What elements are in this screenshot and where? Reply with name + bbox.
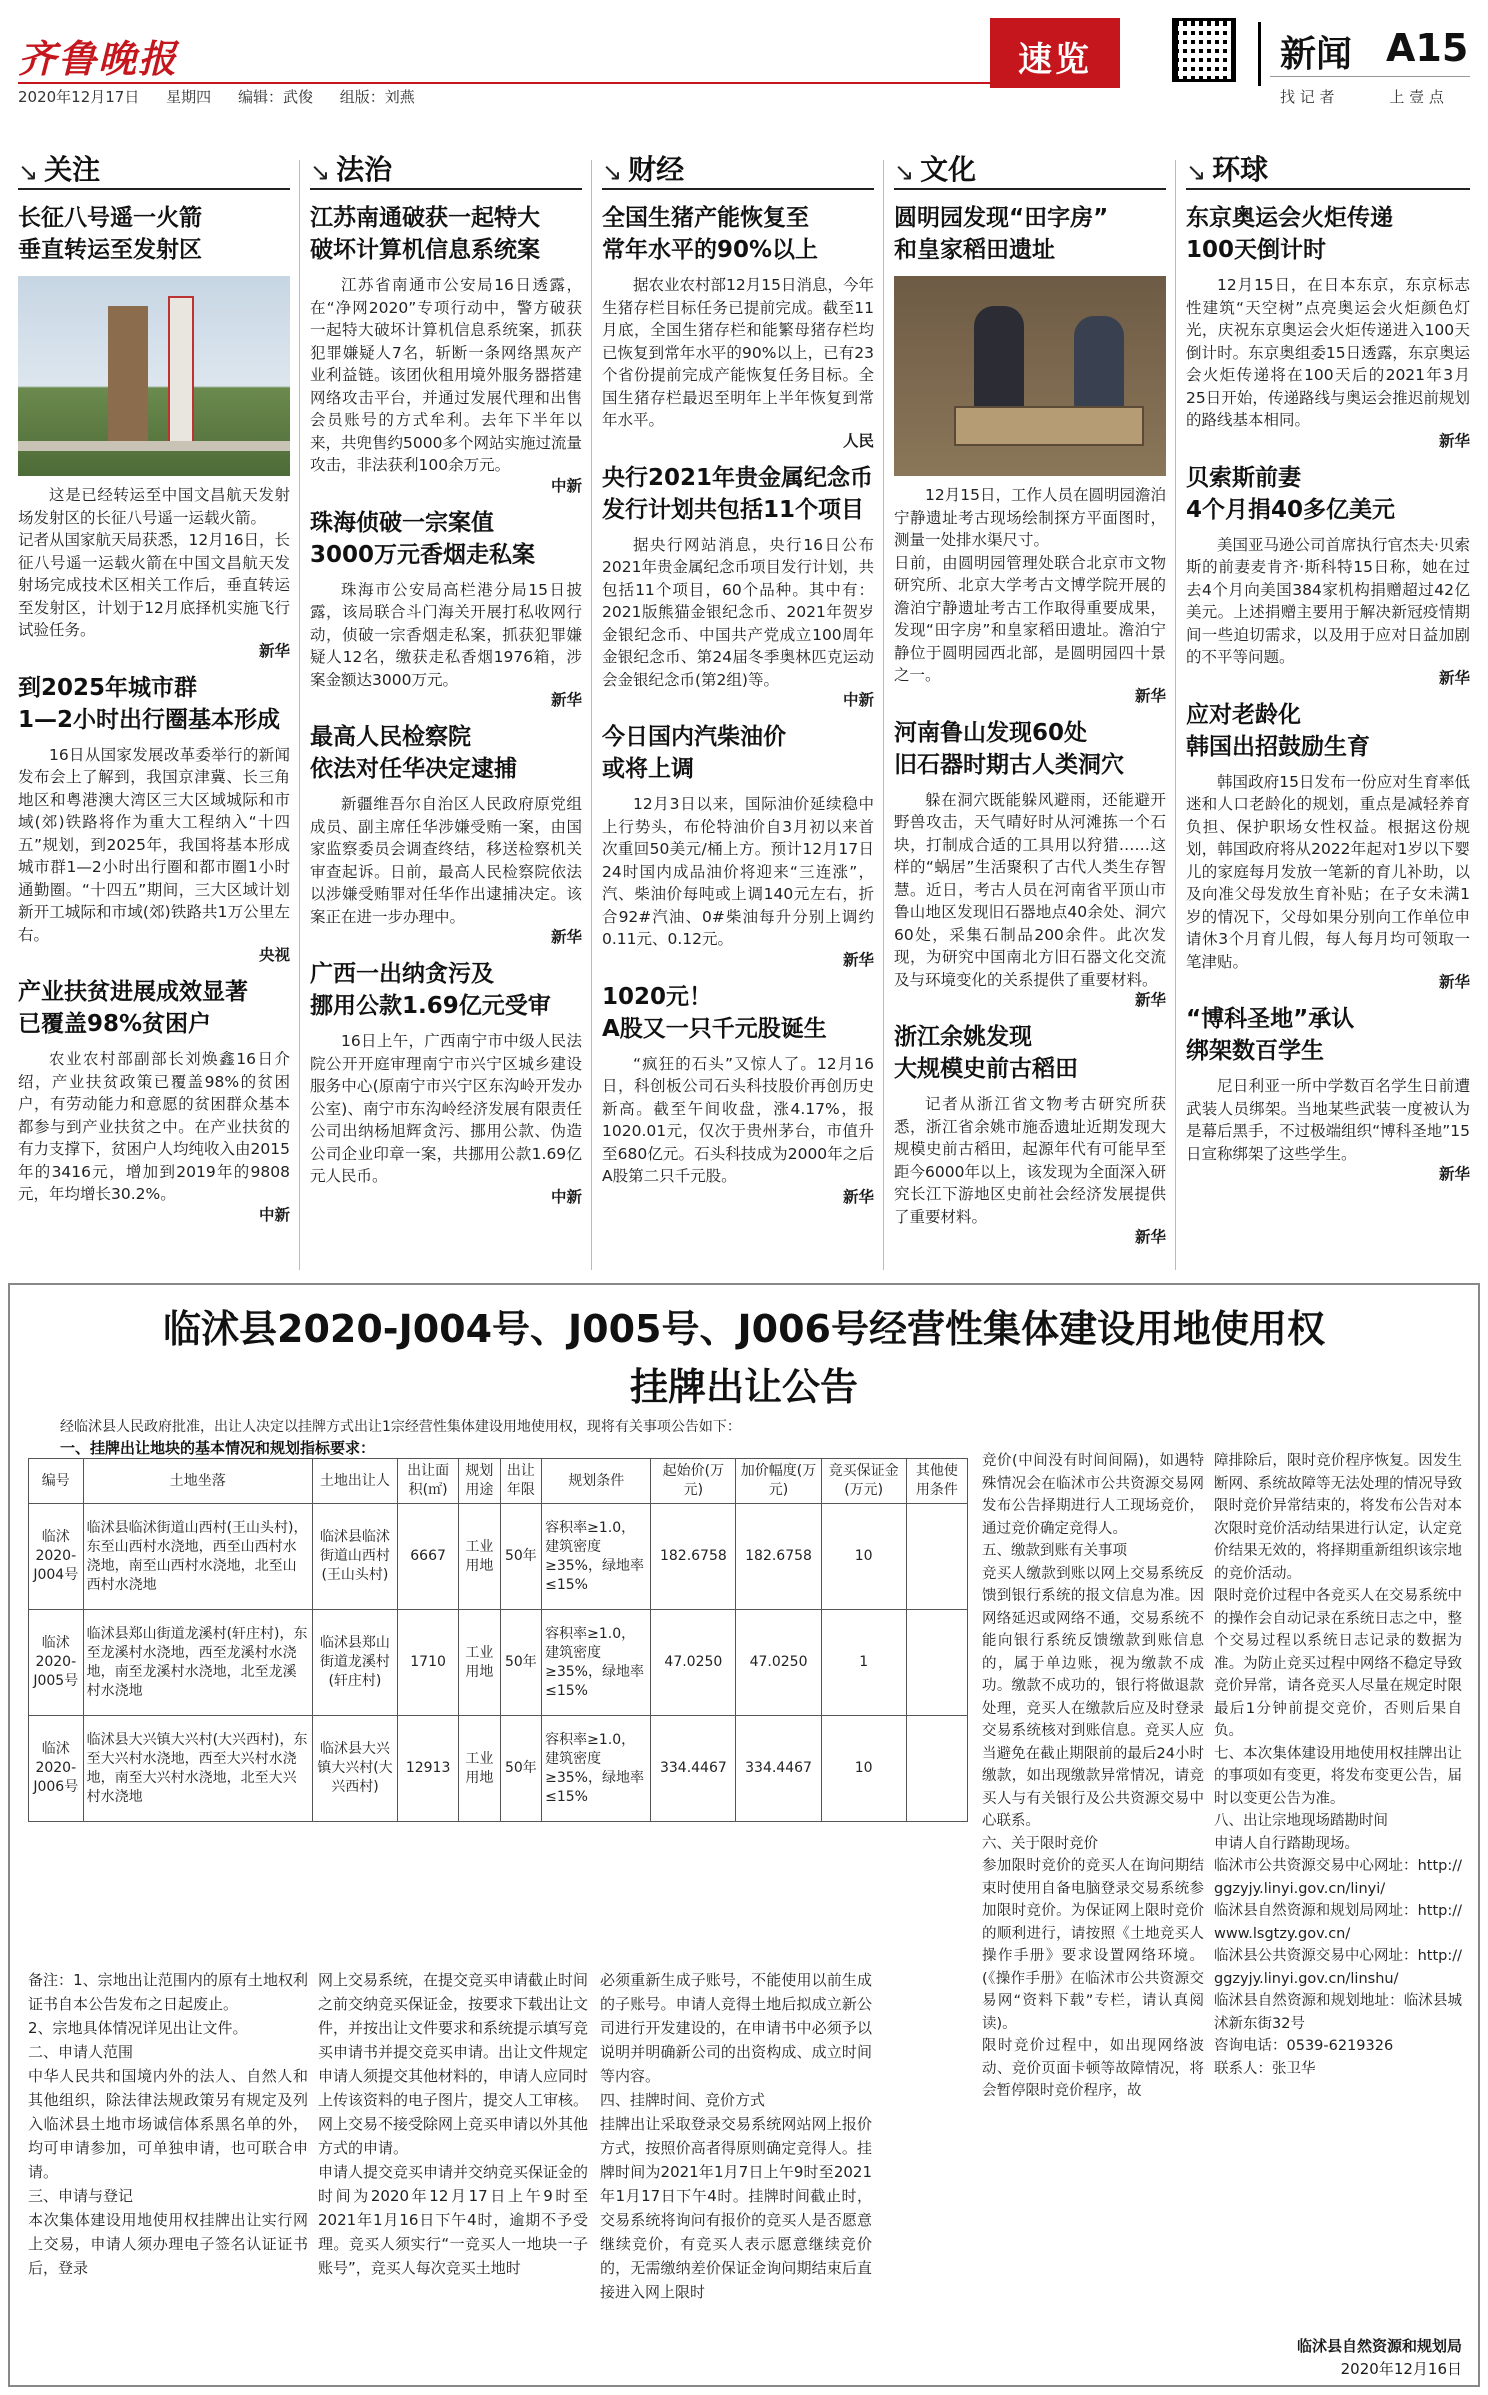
article-title: 珠海侦破一宗案值 3000万元香烟走私案 — [310, 509, 536, 568]
newspaper-logo: 齐鲁晚报 — [18, 36, 179, 81]
arrow-icon: ↘ — [1186, 158, 1207, 186]
table-header: 土地坐落 — [83, 1459, 312, 1504]
article-body: 美国亚马逊公司首席执行官杰夫·贝索斯的前妻麦肯齐·斯科特15日称，她在过去4个月向美国384家机构捐赠超过42亿美元。上述捐赠主要用于解决新冠疫情期间一些迫切需求，以及用于应对日益加剧的不平等问题。 — [1186, 535, 1470, 666]
masthead — [0, 0, 1488, 150]
article-source: 中新 — [258, 1205, 290, 1224]
article-source: 中新 — [842, 691, 874, 709]
notice-text-col-c: 必须重新生成子账号，不能使用以前生成的子账号。申请人竞得土地后拟成立新公司进行开发建设的，在申请书中必须予以说明并明确新公司的出资构成、成立时间等内容。 四、挂牌时间、竞价方式 挂牌出让采取登录交易系统网站网上报价方式，按照价高者得原则确定竞得人。挂牌时间为2021年1月7日上午9时至2021年1月17日下午4时。挂牌时间截止时，交易系统将询问有报价的竞买人是否愿意继续竞价，有竞买人表示愿意继续竞价的，无需缴纳差价保证金询问期结束后直接进入网上限时 — [600, 1971, 872, 2301]
article-body: 12月3日以来，国际油价延续稳中上行势头，布伦特油价自3月初以来首次重回50美元/桶上方。预计12月17日24时国内成品油价将迎来“三连涨”，汽、柴油价每吨或上调140元左右，折合92#汽油、0#柴油每升分别上调约0.11元、0.12元。 — [602, 795, 874, 948]
article-source: 新华 — [550, 928, 582, 946]
column-caijing — [602, 150, 874, 1278]
excavation-photo — [894, 276, 1166, 476]
article-title: 今日国内汽柴油价 或将上调 — [602, 724, 786, 782]
page-number: A15 — [1386, 26, 1469, 70]
section-badge: 速览 — [990, 24, 1120, 88]
article-source: 新华 — [842, 950, 874, 969]
land-table — [28, 1458, 968, 1822]
article-title: 江苏南通破获一起特大 破坏计算机信息系统案 — [310, 205, 540, 263]
table-header: 编号 — [29, 1459, 84, 1504]
issue-editor: 编辑：武俊 — [237, 88, 313, 106]
article-source: 新华 — [842, 1187, 874, 1206]
column-guanzhu — [18, 150, 290, 1278]
notice-text-col-e: 障排除后，限时竞价程序恢复。因发生断网、系统故障等无法处理的情况导致限时竞价异常结束的，将发布公告对本次限时竞价活动结果进行认定，认定竞价结果无效的，将择期重新组织该宗地的竞价活动。 限时竞价过程中各竞买人在交易系统中的操作会自动记录在系统日志之中，整个交易过程以系统日志记录的数据为准。为防止竞买过程中网络不稳定导致竞价异常，请各竞买人尽量在规定时限最后1分钟前提交竞价，否则后果自负。 七、本次集体建设用地使用权挂牌出让的事项如有变更，将发布变更公告，届时以变更公告为准。 八、出让宗地现场踏勘时间 申请人自行踏勘现场。 临沭市公共资源交易中心网址：http://ggzyjy.linyi.gov.cn/linyi/ 临沭县自然资源和规划局网址：http://www.lsgtzy.gov.cn/ 临沭县公共资源交易中心网址：http://ggzyjy.linyi.gov.cn/linshu/ 临沭县自然资源和规划地址：临沭县城沭新东街32号 咨询电话：0539-6219326 联系人：张卫华 — [1214, 1453, 1462, 2077]
article-source: 新华 — [1134, 991, 1166, 1009]
section-rule — [1270, 76, 1470, 77]
table-header-row — [29, 1459, 968, 1504]
article-body: 记者从浙江省文物考古研究所获悉，浙江省余姚市施岙遗址近期发现大规模史前古稻田，起源年代有可能早至距今6000年以上，该发现为全面深入研究长江下游地区史前社会经济发展提供了重要材料。 — [894, 1095, 1166, 1226]
article-body: 韩国政府15日发布一份应对生育率低迷和人口老龄化的规划，重点是减轻养育负担、保护职场女性权益。根据这份规划，韩国政府将从2022年起对1岁以下婴儿的家庭每月发放一笔新的育儿补助，以及向准父母发放生育补贴；在子女未满1岁的情况下，父母如果分别向工作单位申请休3个月育儿假，每人每月均可领取一笔津贴。 — [1186, 772, 1470, 971]
column-header: ↘ 环球 — [1186, 150, 1470, 190]
notice-date: 2020年12月16日 — [1340, 2360, 1462, 2378]
article-body: 据农业农村部12月15日消息，今年生猪存栏目标任务已提前完成。截至11月底，全国生猪存栏和能繁母猪存栏均已恢复到常年水平的90%以上，已有23个省份提前完成产能恢复任务目标。全国生猪存栏最迟至明年上半年恢复到常年水平。 — [602, 276, 874, 429]
table-header: 规划用途 — [459, 1459, 500, 1504]
article-source: 中新 — [550, 476, 582, 495]
article-title: 最高人民检察院 依法对任华决定逮捕 — [310, 724, 517, 782]
article-body: “疯狂的石头”又惊人了。12月16日，科创板公司石头科技股价再创历史新高。截至午间收盘，涨4.17%，报1020.01元，仅次于贵州茅台，市值升至680亿元。石头科技成为2000年之后A股第二只千元股。 — [602, 1054, 874, 1185]
table-row: 临沭2020-J005号 临沭县郑山街道龙溪村(轩庄村)，东至龙溪村水浇地，西至龙溪村水浇地，南至龙溪村水浇地，北至龙溪村水浇地 临沭县郑山街道龙溪村(轩庄村) 1710 工业用地 50年 容积率≥1.0，建筑密度≥35%，绿地率≤15% 47.0250 47.0250 1 — [29, 1610, 968, 1716]
article-body: 江苏省南通市公安局16日透露，在“净网2020”专项行动中，警方破获一起特大破坏计算机信息系统案，抓获犯罪嫌疑人7名，斩断一条网络黑灰产业利益链。该团伙租用境外服务器搭建网络攻击平台，并通过发展代理和出售会员账号的方式牟利。去年下半年以来，共兜售约5000多个网站实施过流量攻击，非法获利100余万元。 — [310, 276, 582, 474]
article-source: 人民 — [842, 431, 874, 450]
table-header: 土地出让人 — [312, 1459, 397, 1504]
article-source: 新华 — [1438, 431, 1470, 450]
article-source: 中新 — [550, 1187, 582, 1206]
article-source: 新华 — [1438, 1165, 1470, 1183]
table-row: 临沭2020-J006号 临沭县大兴镇大兴村(大兴西村)，东至大兴村水浇地，西至大兴村水浇地，南至大兴村水浇地，北至大兴村水浇地 临沭县大兴镇大兴村(大兴西村) 12913 工业用地 50年 容积率≥1.0，建筑密度≥35%，绿地率≤15% 334.4467 334.4467 10 — [29, 1716, 968, 1822]
article-title: 央行2021年贵金属纪念币 发行计划共包括11个项目 — [602, 464, 874, 523]
article-title: 应对老龄化 韩国出招鼓励生育 — [1186, 701, 1370, 760]
table-header: 出让年限 — [500, 1459, 541, 1504]
table-header: 规划条件 — [542, 1459, 651, 1504]
table-header: 起始价(万元) — [651, 1459, 736, 1504]
article-body: 珠海市公安局高栏港分局15日披露，该局联合斗门海关开展打私收网行动，侦破一宗香烟走私案，抓获犯罪嫌疑人12名，缴获走私香烟1976箱，涉案金额达3000万元。 — [310, 580, 582, 689]
article-body: 躲在洞穴既能躲风避雨，还能避开野兽攻击，天气晴好时从河滩拣一个石块，打制成合适的工具用以狩猎……这样的“蜗居”生活聚积了古代人类生存智慧。近日，考古人员在河南省平顶山市鲁山地区发现旧石器地点40余处、洞穴60处，采集石制品200余件。此次发现，为研究中国南北方旧石器文化交流及与环境变化的关系提供了重要材料。 — [894, 790, 1166, 989]
article-body: 农业农村部副部长刘焕鑫16日介绍，产业扶贫政策已覆盖98%的贫困户，有劳动能力和意愿的贫困群众基本都参与到产业扶贫之中。在产业扶贫的有力支撑下，贫困户人均纯收入由2015年的3416元，增加到2019年的9808元，年均增长30.2%。 — [18, 1050, 290, 1203]
notice-text-col-d: 竞价(中间没有时间间隔)，如遇特殊情况会在临沭市公共资源交易网发布公告择期进行人工现场竞价，通过竞价确定竞得人。 五、缴款到账有关事项 竞买人缴款到账以网上交易系统反馈到银行系统的报文信息为准。因网络延迟或网络不通，交易系统不能向银行系统反馈缴款到账信息的，属于单边账，视为缴款不成功。缴款不成功的，银行将做退款处理，竞买人在缴款后应及时登录交易系统核对到账信息。竞买人应当避免在截止期限前的最后24小时缴款，如出现缴款异常情况，请竞买人与有关银行及公共资源交易中心联系。 六、关于限时竞价 参加限时竞价的竞买人在询问期结束时使用自备电脑登录交易系统参加限时竞价。为保证网上限时竞价的顺利进行，请按照《土地竞买人操作手册》要求设置网络环境。(《操作手册》在临沭市公共资源交易网“资料下载”专栏，请认真阅读)。 限时竞价过程中，如出现网络波动、竞价页面卡顿等故障情况，将会暂停限时竞价程序，故 — [982, 1453, 1204, 2099]
article-body: 16日从国家发展改革委举行的新闻发布会上了解到，我国京津冀、长三角地区和粤港澳大湾区三大区域城际和市域(郊)铁路将作为重大工程纳入“十四五”规划，到2025年，我国将基本形成城市群1—2小时出行圈和都市圈1小时通勤圈。“十四五”期间，三大区域计划新开工城际和市域(郊)铁路共1万公里左右。 — [18, 745, 290, 944]
article-source: 新华 — [258, 641, 290, 660]
article-body: 据央行网站消息，央行16日公布2021年贵金属纪念币项目发行计划，共包括11个项目，60个品种。其中有：2021版熊猫金银纪念币、2021年贺岁金银纪念币、中国共产党成立100周年金银纪念币、第24届冬季奥林匹克运动会金银纪念币(第2组)等。 — [602, 535, 874, 689]
article-title: 产业扶贫进展成效显著 已覆盖98%贫困户 — [18, 979, 248, 1037]
article-source: 新华 — [550, 691, 582, 709]
column-wenhua — [894, 150, 1166, 1278]
article-title: 到2025年城市群 1—2小时出行圈基本形成 — [18, 674, 281, 733]
article-body: 尼日利亚一所中学数百名学生日前遭武装人员绑架。当地某些武装一度被认为是幕后黑手，不过极端组织“博科圣地”15日宣称绑架了这些学生。 — [1186, 1077, 1470, 1163]
article-body: 12月15日，在日本东京，东京标志性建筑“天空树”点亮奥运会火炬颜色灯光，庆祝东京奥运会火炬传递进入100天倒计时。东京奥组委15日透露，东京奥运会火炬传递将在100天后的2021年3月25日开始，传递路线与奥运会推迟前规划的路线基本相同。 — [1186, 276, 1470, 429]
notice-signer: 临沭县自然资源和规划局 — [1296, 2337, 1462, 2355]
column-header: ↘ 法治 — [310, 150, 582, 190]
article-source: 新华 — [1134, 686, 1166, 705]
table-row: 临沭2020-J004号 临沭县临沭街道山西村(王山头村)，东至山西村水浇地，西至山西村水浇地，南至山西村水浇地，北至山西村水浇地 临沭县临沭街道山西村(王山头村) 6667 工业用地 50年 容积率≥1.0，建筑密度≥35%，绿地率≤15% 182.6758 182.6758 10 — [29, 1504, 968, 1610]
column-fazhi — [310, 150, 582, 1278]
column-divider — [299, 160, 300, 1270]
table-header: 加价幅度(万元) — [736, 1459, 821, 1504]
rocket-photo — [18, 276, 290, 476]
arrow-icon: ↘ — [310, 158, 331, 186]
table-header: 出让面积(㎡) — [398, 1459, 459, 1504]
article-title: 东京奥运会火炬传递 100天倒计时 — [1186, 205, 1393, 263]
notice-text-col-b: 网上交易系统，在提交竞买申请截止时间之前交纳竞买保证金，按要求下载出让文件，并按出让文件要求和系统提示填写竞买申请书并提交竞买申请。出让文件规定申请人须提交其他材料的，申请人应同时上传该资料的电子图片，提交人工审核。网上交易不接受除网上竞买申请以外其他方式的申请。 申请人提交竞买申请并交纳竞买保证金的时间为2020年12月17日上午9时至2021年1月16日下午4时，逾期不予受理。竞买人须实行“一竞买人一地块一子账号”，竞买人每次竞买土地时 — [318, 1971, 589, 2277]
qr-code-pattern — [1178, 24, 1230, 76]
article-source: 央视 — [258, 946, 290, 964]
article-source: 新华 — [1438, 668, 1470, 687]
notice-intro: 经临沭县人民政府批准，出让人决定以挂牌方式出让1宗经营性集体建设用地使用权，现将有关事项公告如下： — [60, 1419, 741, 1435]
table-header: 竞买保证金(万元) — [821, 1459, 906, 1504]
article-title: 广西一出纳贪污及 挪用公款1.69亿元受审 — [310, 961, 551, 1019]
section-name: 新闻 — [1280, 34, 1353, 75]
article-source: 新华 — [1134, 1228, 1166, 1246]
column-divider — [1175, 160, 1176, 1270]
article-title: 长征八号遥一火箭 垂直转运至发射区 — [18, 205, 202, 263]
arrow-icon: ↘ — [18, 158, 39, 186]
article-title: 贝索斯前妻 4个月捐40多亿美元 — [1186, 464, 1396, 523]
column-divider — [591, 160, 592, 1270]
reporter-hint: 找 记 者 上 壹 点 — [1280, 88, 1444, 106]
article-body: 12月15日，工作人员在圆明园澹泊宁静遗址考古现场绘制探方平面图时，测量一处排水渠尺寸。 日前，由圆明园管理处联合北京市文物研究所、北京大学考古文博学院开展的澹泊宁静遗址考古工作取得重要成果，发现“田字房”和皇家稻田遗址。澹泊宁静位于圆明园西北部，是圆明园四十景之一。 — [894, 486, 1166, 684]
article-body: 新疆维吾尔自治区人民政府原党组成员、副主席任华涉嫌受贿一案，由国家监察委员会调查终结，移送检察机关审查起诉。日前，最高人民检察院依法以涉嫌受贿罪对任华作出逮捕决定。该案正在进一步办理中。 — [310, 795, 582, 926]
issue-layout: 组版：刘燕 — [339, 88, 415, 106]
issue-date: 2020年12月17日 — [18, 88, 140, 106]
masthead-divider — [1258, 22, 1261, 86]
article-title: 全国生猪产能恢复至 常年水平的90%以上 — [602, 205, 819, 263]
article-source: 新华 — [1438, 973, 1470, 991]
article-title: “博科圣地”承认 绑架数百学生 — [1186, 1006, 1355, 1064]
column-header: ↘ 关注 — [18, 150, 290, 190]
masthead-rule — [18, 82, 993, 84]
issue-weekday: 星期四 — [166, 88, 212, 106]
table-header: 其他使用条件 — [906, 1459, 967, 1504]
article-title: 河南鲁山发现60处 旧石器时期古人类洞穴 — [894, 719, 1124, 778]
column-header: ↘ 文化 — [894, 150, 1166, 190]
article-body: 16日上午，广西南宁市中级人民法院公开开庭审理南宁市兴宁区城乡建设服务中心(原南宁市兴宁区东沟岭开发办公室)、南宁市东沟岭经济发展有限责任公司出纳杨旭辉贪污、挪用公款、伪造公司企业印章一案，共挪用公款1.69亿元人民币。 — [310, 1032, 582, 1185]
notice-title: 临沭县2020-J004号、J005号、J006号经营性集体建设用地使用权 挂牌出让公告 — [163, 1307, 1325, 1409]
arrow-icon: ↘ — [894, 158, 915, 186]
column-huanqiu — [1186, 150, 1470, 1278]
article-title: 1020元！ A股又一只千元股诞生 — [602, 983, 827, 1042]
arrow-icon: ↘ — [602, 158, 623, 186]
article-title: 浙江余姚发现 大规模史前古稻田 — [894, 1024, 1078, 1082]
article-title: 圆明园发现“田字房” 和皇家稻田遗址 — [894, 205, 1109, 263]
notice-text-col-a: 备注：1、宗地出让范围内的原有土地权利证书自本公告发布之日起废止。 2、宗地具体情况详见出让文件。 二、申请人范围 中华人民共和国境内外的法人、自然人和其他组织，除法律法规政策另有规定及列入临沭县土地市场诚信体系黑名单的外，均可申请参加，可单独申请，也可联合申请。 三、申请与登记 本次集体建设用地使用权挂牌出让实行网上交易，申请人须办理电子签名认证证书后，登录 — [28, 1971, 308, 2277]
notice-section-1: 一、挂牌出让地块的基本情况和规划指标要求： — [60, 1439, 376, 1457]
issue-meta — [18, 86, 437, 107]
article-body: 这是已经转运至中国文昌航天发射场发射区的长征八号遥一运载火箭。 记者从国家航天局获悉，12月16日，长征八号遥一运载火箭在中国文昌航天发射场完成技术区相关工作后，垂直转运至发射区，计划于12月底择机实施飞行试验任务。 — [18, 486, 290, 639]
column-header: ↘ 财经 — [602, 150, 874, 190]
column-divider — [883, 160, 884, 1270]
